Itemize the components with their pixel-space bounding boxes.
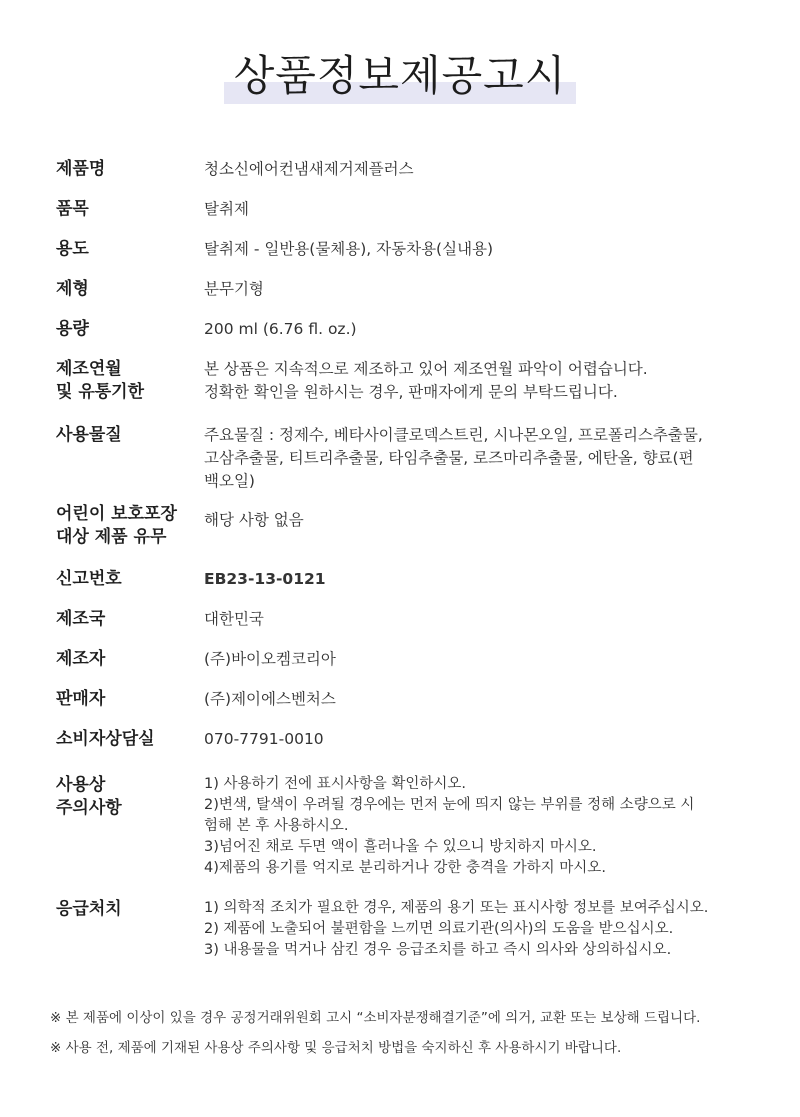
value-customer-service: 070-7791-0010	[204, 730, 324, 748]
title-area	[0, 48, 800, 104]
footer-notes	[50, 1008, 760, 1068]
value-precautions: 1) 사용하기 전에 표시사항을 확인하시오. 2)변색, 탈색이 우려될 경우에는 먼저 눈에 띄지 않는 부위를 정해 소량으로 시 험해 본 후 사용하시오. 3)넘어진 채로 두면 액이 흘러나올 수 있으니 방치하지 마시오. 4)제품의 용기를 억지로 분리하거나 강한 충격을 가하지 마시오.	[204, 776, 695, 876]
label-volume: 용량	[56, 319, 89, 339]
label-manufacture-date: 제조연월 및 유통기한	[56, 359, 145, 402]
value-seller: (주)제이에스벤처스	[204, 690, 336, 708]
page-title-text: 상품정보제공고시	[233, 51, 567, 100]
label-form: 제형	[56, 279, 89, 299]
label-country: 제조국	[56, 609, 106, 629]
value-product-name: 청소신에어컨냄새제거제플러스	[204, 160, 414, 178]
value-ingredients: 주요물질 : 정제수, 베타사이클로덱스트린, 시나몬오일, 프로폴리스추출물, 고삼추출물, 티트리추출물, 타임추출물, 로즈마리추출물, 에탄올, 향료(편 백오일)	[204, 426, 703, 490]
label-manufacturer: 제조자	[56, 649, 106, 669]
label-customer-service: 소비자상담실	[56, 729, 155, 749]
value-first-aid: 1) 의학적 조치가 필요한 경우, 제품의 용기 또는 표시사항 정보를 보여주십시오. 2) 제품에 노출되어 불편함을 느끼면 의료기관(의사)의 도움을 받으십시오. 3) 내용물을 먹거나 삼킨 경우 응급조치를 하고 즉시 의사와 상의하십시오.	[204, 900, 709, 958]
label-category: 품목	[56, 199, 89, 219]
label-child-protection: 어린이 보호포장 대상 제품 유무	[56, 504, 177, 547]
note-usage-warning: ※ 사용 전, 제품에 기재된 사용상 주의사항 및 응급처치 방법을 숙지하신 후 사용하시기 바랍니다.	[50, 1040, 622, 1056]
value-form: 분무기형	[204, 280, 264, 298]
label-seller: 판매자	[56, 689, 106, 709]
value-country: 대한민국	[204, 610, 264, 628]
value-report-number: EB23-13-0121	[204, 570, 326, 588]
value-manufacturer: (주)바이오켐코리아	[204, 650, 336, 668]
label-ingredients: 사용물질	[56, 425, 122, 445]
page-title	[230, 48, 571, 104]
label-product-name: 제품명	[56, 159, 106, 179]
value-volume: 200 ml (6.76 fl. oz.)	[204, 320, 357, 338]
value-child-protection: 해당 사항 없음	[204, 511, 304, 529]
label-precautions: 사용상 주의사항	[56, 775, 122, 818]
value-category: 탈취제	[204, 200, 249, 218]
note-compensation: ※ 본 제품에 이상이 있을 경우 공정거래위원회 고시 “소비자분쟁해결기준”에 의거, 교환 또는 보상해 드립니다.	[50, 1010, 701, 1026]
value-usage: 탈취제 - 일반용(물체용), 자동차용(실내용)	[204, 240, 494, 258]
label-usage: 용도	[56, 239, 89, 259]
label-first-aid: 응급처치	[56, 899, 122, 919]
label-report-number: 신고번호	[56, 569, 122, 589]
value-manufacture-date: 본 상품은 지속적으로 제조하고 있어 제조연월 파악이 어렵습니다. 정확한 확인을 원하시는 경우, 판매자에게 문의 부탁드립니다.	[204, 360, 648, 401]
